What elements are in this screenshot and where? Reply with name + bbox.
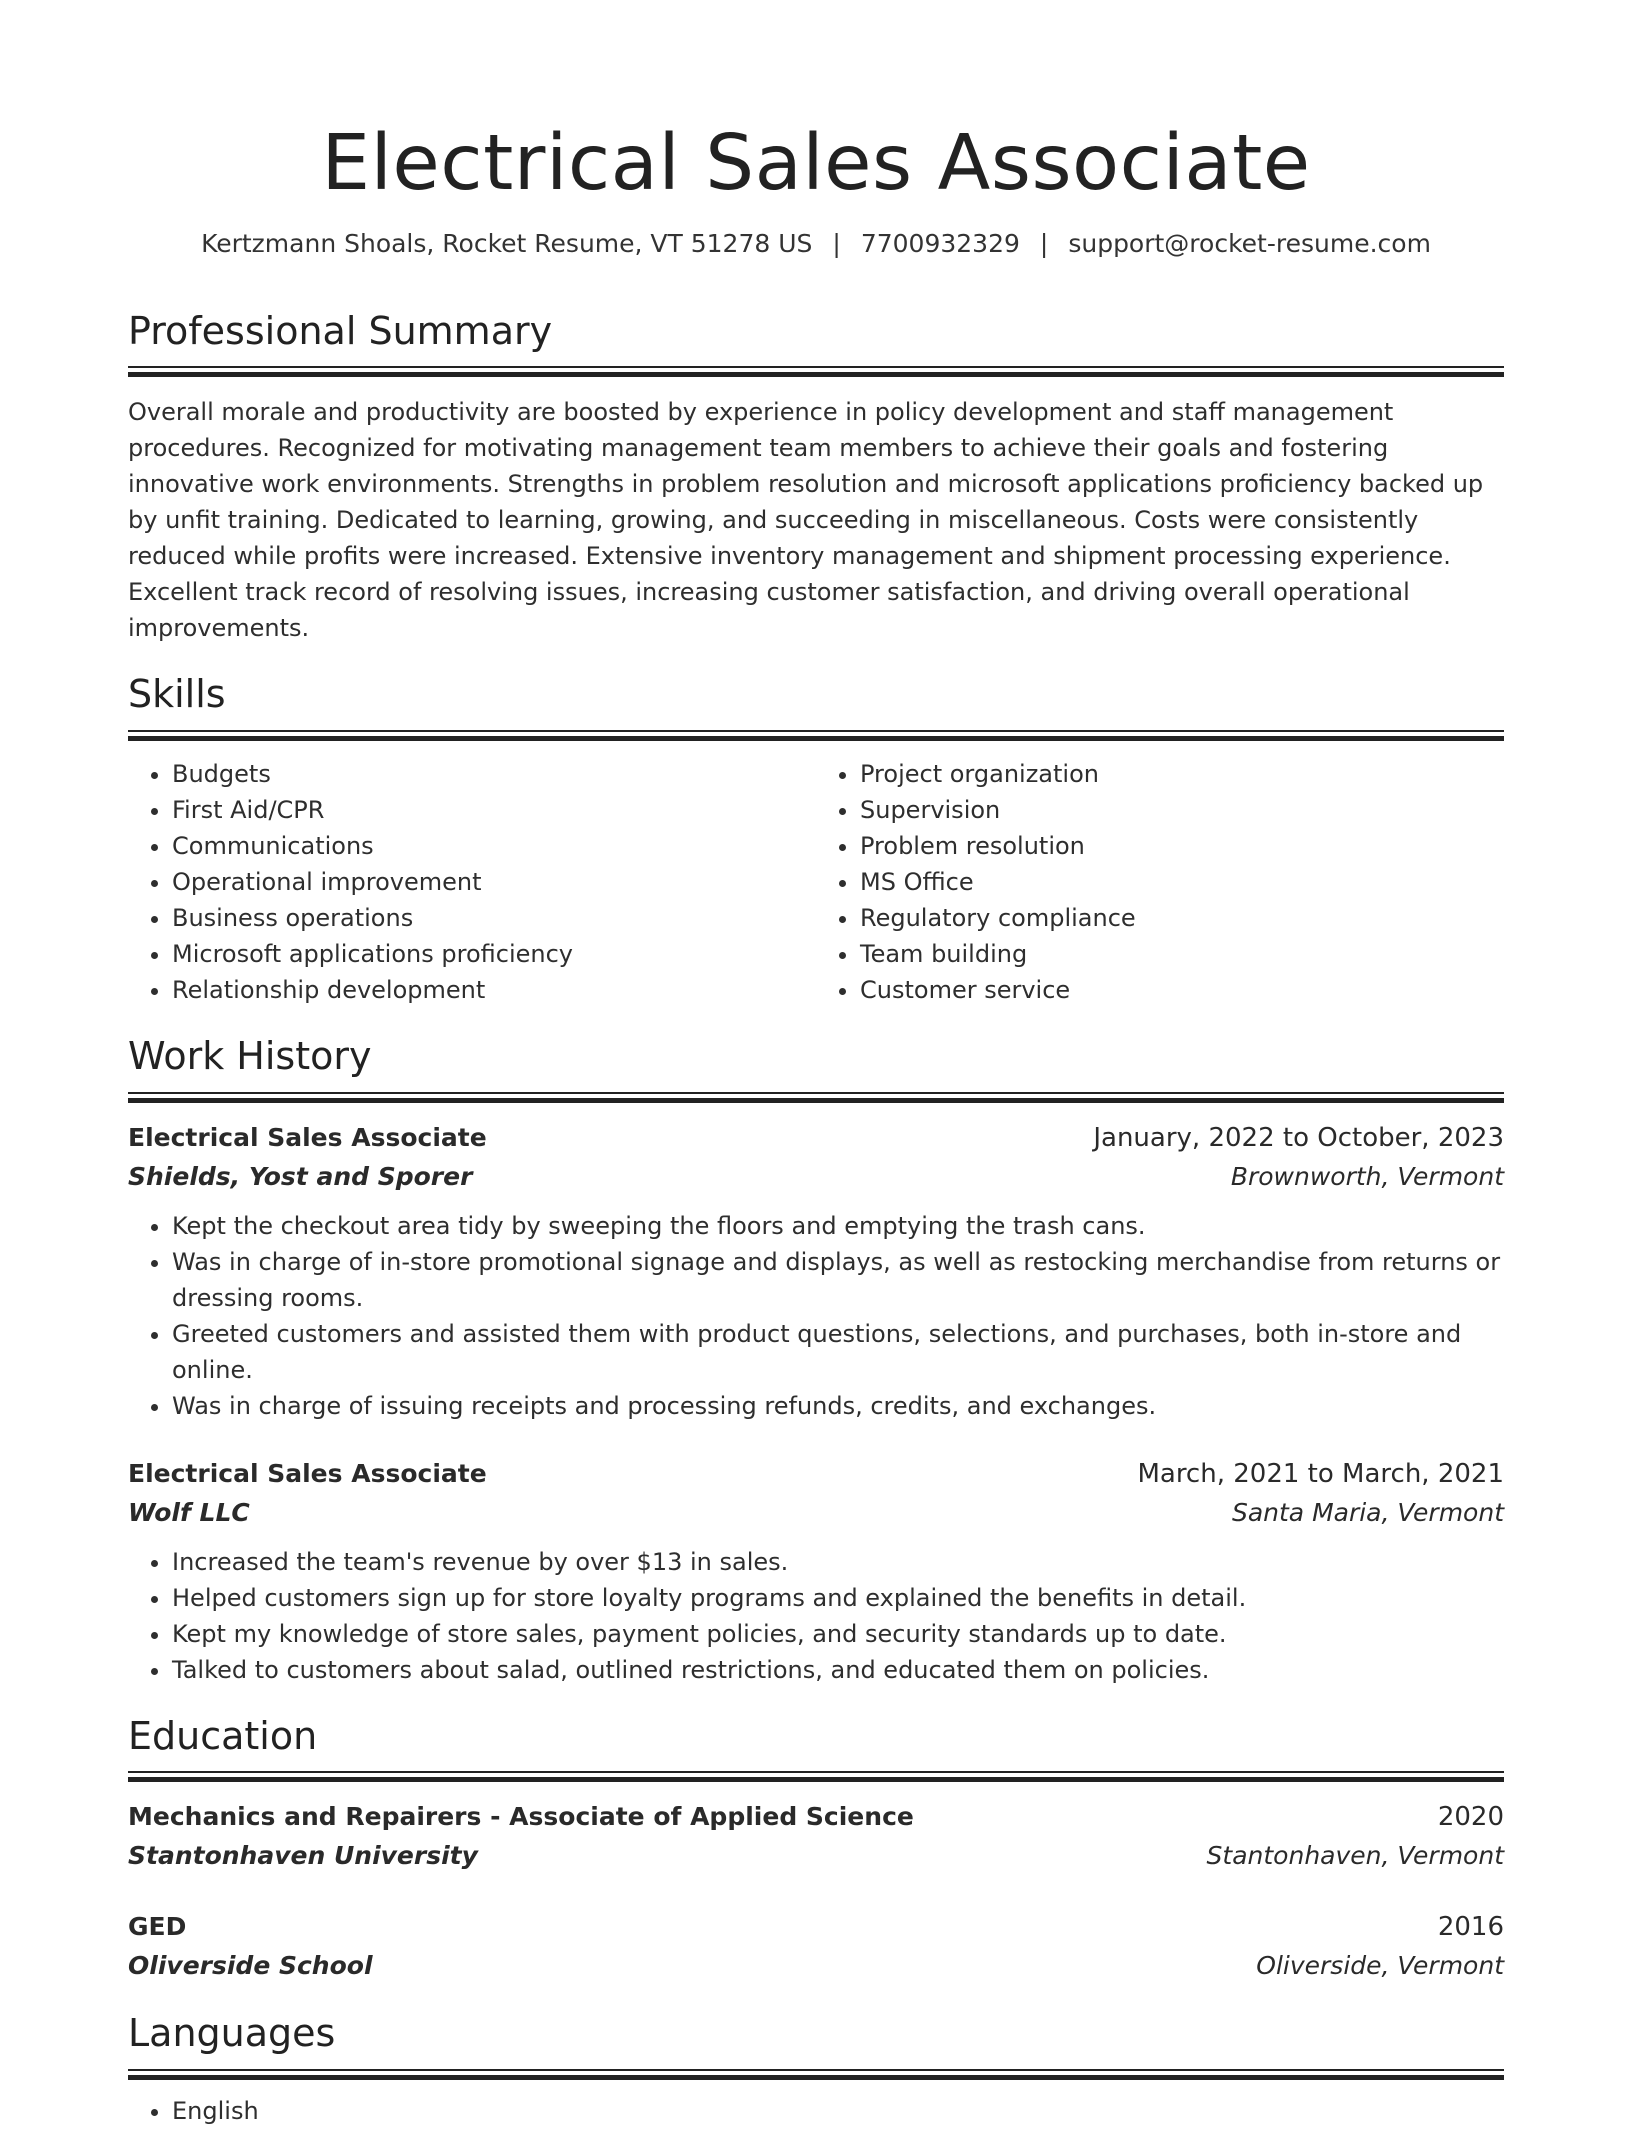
- job-bullet: • Talked to customers about salad, outlined restrictions, and educated them on policies.: [172, 1652, 1504, 1688]
- job-header-row: [128, 1454, 1504, 1494]
- languages-section: [128, 2011, 1504, 2129]
- section-divider: [128, 1771, 1504, 1783]
- job-company-row: [128, 1494, 1504, 1532]
- skill-item: • Budgets: [172, 756, 816, 792]
- skill-item: • Regulatory compliance: [860, 900, 1504, 936]
- job-bullet: • Was in charge of issuing receipts and processing refunds, credits, and exchanges.: [172, 1388, 1504, 1424]
- skill-item: • Business operations: [172, 900, 816, 936]
- contact-separator: |: [832, 229, 841, 259]
- job-company-row: [128, 1158, 1504, 1196]
- education-entry: [128, 1907, 1504, 1985]
- education-degree: GED: [128, 1912, 187, 1942]
- skills-heading: Skills: [128, 672, 226, 717]
- contact-separator: |: [1039, 229, 1049, 259]
- skills-list-right: [816, 756, 1504, 1008]
- education-year: 2016: [1437, 1912, 1504, 1943]
- education-entry: [128, 1797, 1504, 1875]
- job-dates: January, 2022 to October, 2023: [1093, 1122, 1504, 1153]
- section-divider: [128, 366, 1504, 378]
- skills-section: [128, 672, 1504, 1008]
- education-header-row: [128, 1797, 1504, 1837]
- education-year: 2020: [1437, 1802, 1504, 1833]
- education-location: Stantonhaven, Vermont: [1206, 1841, 1504, 1871]
- contact-address: Kertzmann Shoals, Rocket Resume, VT 51278 US: [201, 229, 813, 259]
- skill-item: • Relationship development: [172, 972, 816, 1008]
- job-title: Electrical Sales Associate: [128, 1122, 487, 1152]
- skill-item: • Customer service: [860, 972, 1504, 1008]
- skill-item: • Supervision: [860, 792, 1504, 828]
- skill-item: • Team building: [860, 936, 1504, 972]
- job-title: Electrical Sales Associate: [128, 1458, 487, 1488]
- section-divider: [128, 730, 1504, 742]
- job-entry: [128, 1454, 1504, 1688]
- job-company: Wolf LLC: [128, 1497, 250, 1527]
- job-header-row: [128, 1118, 1504, 1158]
- job-dates: March, 2021 to March, 2021: [1137, 1458, 1504, 1489]
- contact-phone: 7700932329: [860, 229, 1020, 259]
- education-school: Stantonhaven University: [128, 1841, 478, 1871]
- job-bullet: • Greeted customers and assisted them with product questions, selections, and purchases, both in-store and online.: [172, 1316, 1504, 1388]
- job-bullet: • Kept my knowledge of store sales, payment policies, and security standards up to date.: [172, 1616, 1504, 1652]
- job-bullets: [128, 1544, 1504, 1688]
- section-divider: [128, 1092, 1504, 1104]
- education-degree: Mechanics and Repairers - Associate of Applied Science: [128, 1802, 914, 1832]
- skills-list-left: [128, 756, 816, 1008]
- skill-item: • Operational improvement: [172, 864, 816, 900]
- skill-item: • MS Office: [860, 864, 1504, 900]
- skill-item: • Microsoft applications proficiency: [172, 936, 816, 972]
- job-bullet: • Was in charge of in-store promotional signage and displays, as well as restocking merchandise from returns or dressing rooms.: [172, 1244, 1504, 1316]
- education-heading: Education: [128, 1713, 318, 1758]
- skill-item: • Project organization: [860, 756, 1504, 792]
- resume-name: Electrical Sales Associate: [321, 119, 1311, 208]
- job-company: Shields, Yost and Sporer: [128, 1161, 473, 1191]
- job-bullets: [128, 1208, 1504, 1424]
- education-school-row: [128, 1947, 1504, 1985]
- skill-item: • Communications: [172, 828, 816, 864]
- work-heading: Work History: [128, 1034, 372, 1079]
- job-bullet: • Helped customers sign up for store loyalty programs and explained the benefits in detail.: [172, 1580, 1504, 1616]
- job-entry: [128, 1118, 1504, 1424]
- education-school-row: [128, 1837, 1504, 1875]
- languages-heading: Languages: [128, 2011, 336, 2056]
- job-location: Santa Maria, Vermont: [1231, 1497, 1504, 1527]
- summary-text: Overall morale and productivity are boosted by experience in policy development and staff management procedures. Recognized for motivating management team members to achieve their goals and fostering innovative work environments. Strengths in problem resolution and microsoft applications proficiency backed up by unfit training. Dedicated to learning, growing, and succeeding in miscellaneous. Costs were consistently reduced while profits were increased. Extensive inventory management and shipment processing experience. Excellent track record of resolving issues, increasing customer satisfaction, and driving overall operational improvements.: [128, 398, 1484, 643]
- language-item: • English: [172, 2093, 1504, 2129]
- education-location: Oliverside, Vermont: [1256, 1951, 1504, 1981]
- contact-line: [128, 228, 1504, 261]
- summary-section: [128, 309, 1504, 647]
- skill-item: • Problem resolution: [860, 828, 1504, 864]
- education-header-row: [128, 1907, 1504, 1947]
- skill-item: • First Aid/CPR: [172, 792, 816, 828]
- contact-email: support@rocket-resume.com: [1068, 229, 1431, 259]
- job-bullet: • Kept the checkout area tidy by sweeping the floors and emptying the trash cans.: [172, 1208, 1504, 1244]
- education-section: [128, 1714, 1504, 1986]
- job-location: Brownworth, Vermont: [1230, 1161, 1504, 1191]
- job-bullet: • Increased the team's revenue by over $13 in sales.: [172, 1544, 1504, 1580]
- education-school: Oliverside School: [128, 1951, 373, 1981]
- section-divider: [128, 2069, 1504, 2081]
- languages-list: [128, 2093, 1504, 2129]
- work-section: [128, 1034, 1504, 1688]
- skills-grid: [128, 756, 1504, 1008]
- summary-heading: Professional Summary: [128, 308, 553, 353]
